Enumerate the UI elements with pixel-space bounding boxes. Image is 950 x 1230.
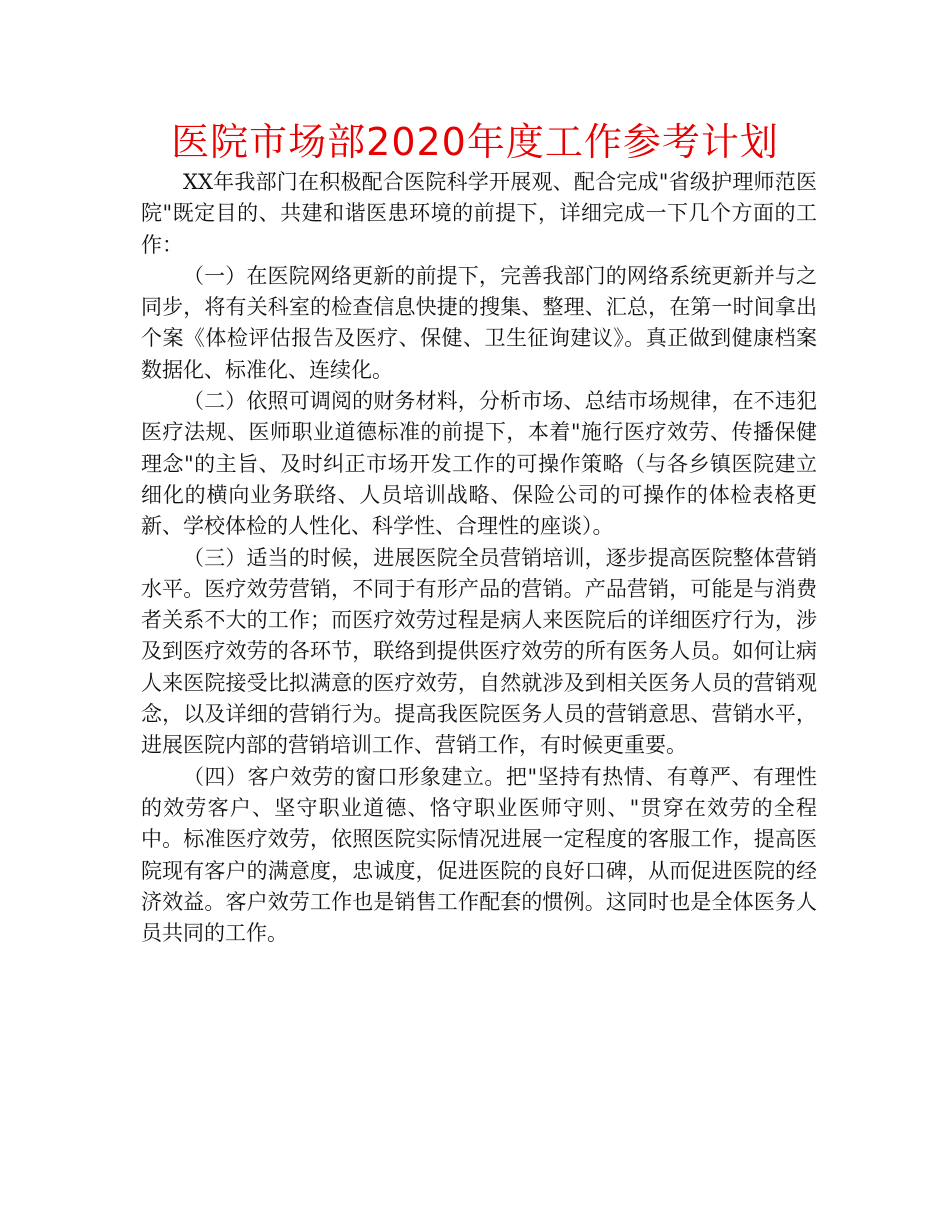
paragraph-item-1: （一）在医院网络更新的前提下，完善我部门的网络系统更新并与之同步，将有关科室的检查信息快捷的搜集、整理、汇总，在第一时间拿出个案《体检评估报告及医疗、保健、卫生征询建议》。真正做到健康档案数据化、标准化、连续化。 xyxy=(141,263,817,382)
paragraph-intro: XX年我部门在积极配合医院科学开展观、配合完成"省级护理师范医院"既定目的、共建和谐医患环境的前提下，详细完成一下几个方面的工作： xyxy=(141,170,817,257)
document-title: 医院市场部2020年度工作参考计划 xyxy=(171,120,779,164)
paragraph-item-2: （二）依照可调阅的财务材料，分析市场、总结市场规律，在不违犯医疗法规、医师职业道德标准的前提下，本着"施行医疗效劳、传播保健理念"的主旨、及时纠正市场开发工作的可操作策略（与各乡镇医院建立细化的横向业务联络、人员培训战略、保险公司的可操作的体检表格更新、学校体检的人性化、科学性、合理性的座谈）。 xyxy=(141,389,817,539)
document-body xyxy=(141,167,817,949)
paragraph-item-3: （三）适当的时候，进展医院全员营销培训，逐步提高医院整体营销水平。医疗效劳营销，不同于有形产品的营销。产品营销，可能是与消费者关系不大的工作；而医疗效劳过程是病人来医院后的详细医疗行为，涉及到医疗效劳的各环节，联络到提供医疗效劳的所有医务人员。如何让病人来医院接受比拟满意的医疗效劳，自然就涉及到相关医务人员的营销观念，以及详细的营销行为。提高我医院医务人员的营销意思、营销水平，进展医院内部的营销培训工作、营销工作，有时候更重要。 xyxy=(141,545,817,758)
paragraph-item-4: （四）客户效劳的窗口形象建立。把"坚持有热情、有尊严、有理性的效劳客户、坚守职业道德、恪守职业医师守则、"贯穿在效劳的全程中。标准医疗效劳，依照医院实际情况进展一定程度的客服工作，提高医院现有客户的满意度，忠诚度，促进医院的良好口碑，从而促进医院的经济效益。客户效劳工作也是销售工作配套的惯例。这同时也是全体医务人员共同的工作。 xyxy=(141,764,817,946)
